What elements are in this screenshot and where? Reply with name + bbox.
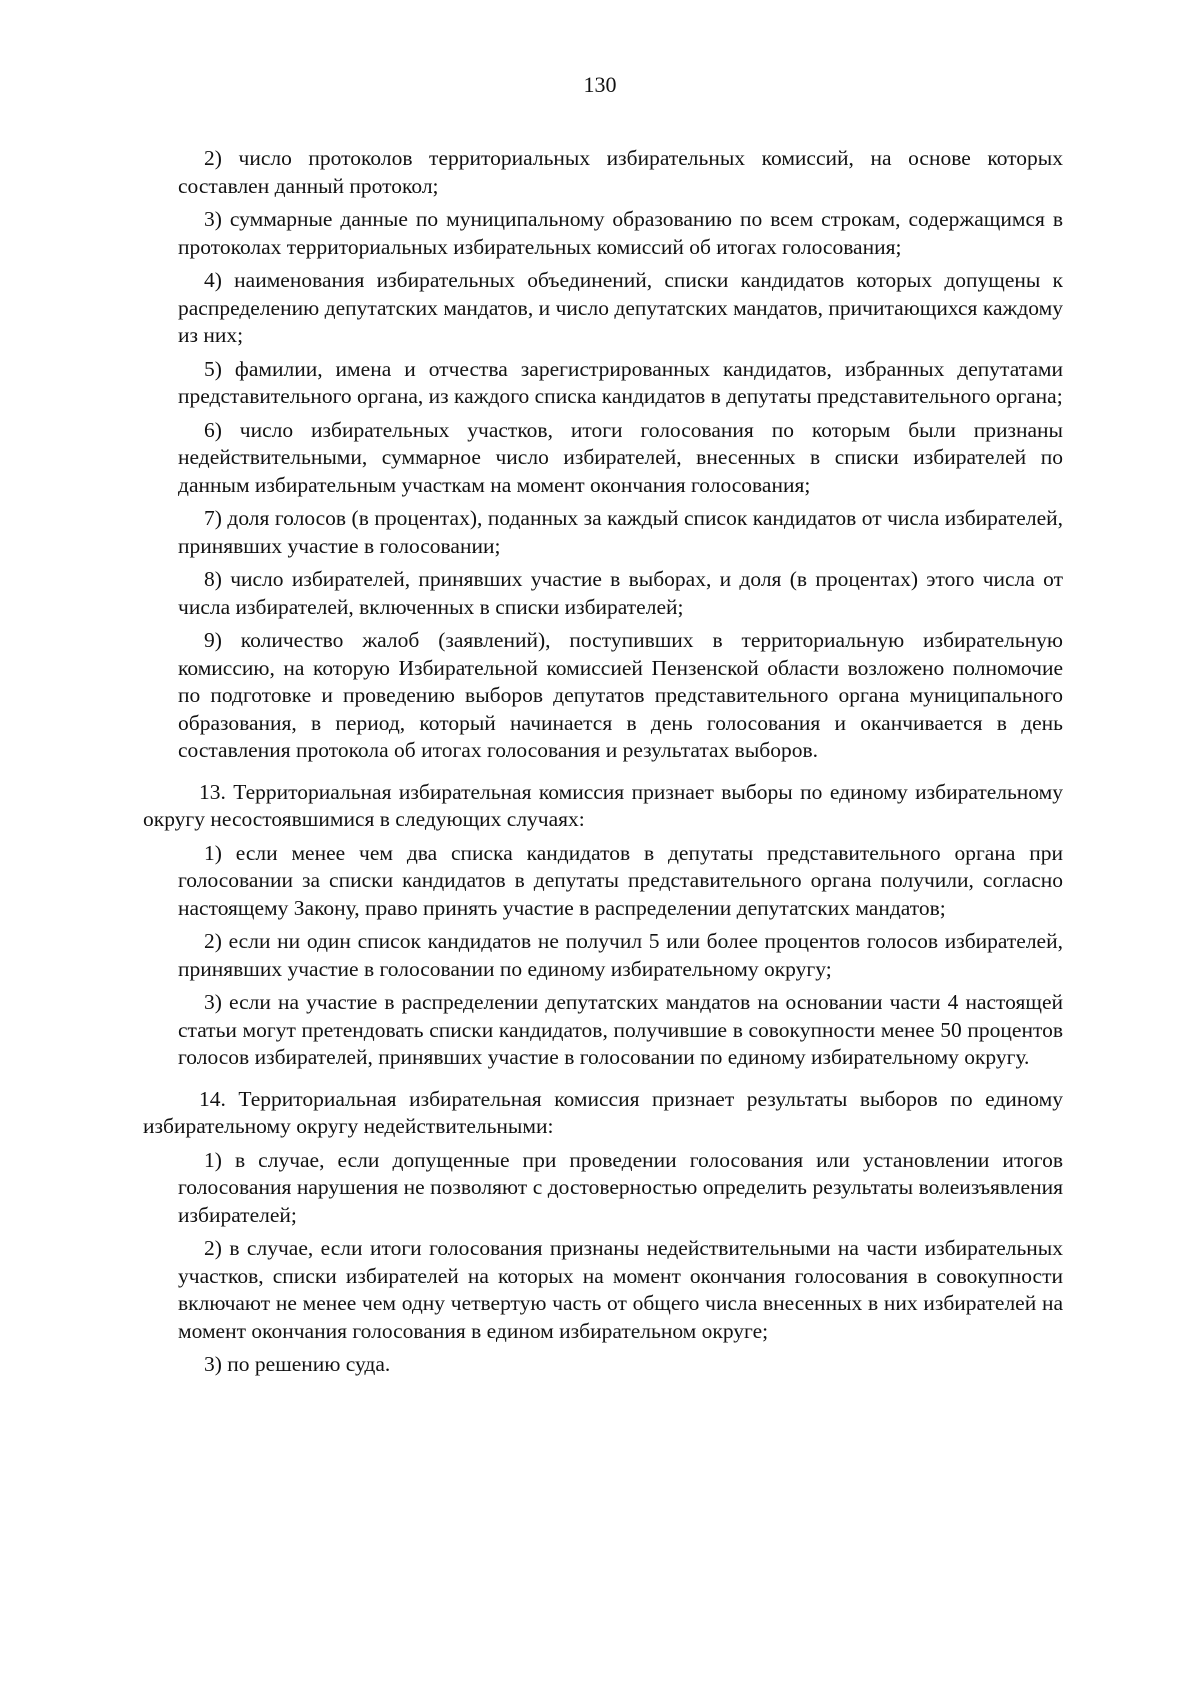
list-item: 8) число избирателей, принявших участие в выборах, и доля (в процентах) этого числа от числа избирателей, включенных в списки избирателей; [178, 567, 1063, 619]
list-item: 7) доля голосов (в процентах), поданных за каждый список кандидатов от числа избирателей, принявших участие в голосовании; [178, 506, 1063, 558]
list-item: 2) если ни один список кандидатов не получил 5 или более процентов голосов избирателей, принявших участие в голосовании по единому избирательному округу; [178, 929, 1063, 981]
list-item: 4) наименования избирательных объединений, списки кандидатов которых допущены к распределению депутатских мандатов, и число депутатских мандатов, причитающихся каждому из них; [178, 268, 1063, 347]
list-item: 6) число избирательных участков, итоги голосования по которым были признаны недействительными, суммарное число избирателей, внесенных в списки избирателей по данным избирательным участкам на момент окончания голосования; [178, 417, 1063, 497]
list-block-continued [143, 145, 1063, 765]
section-intro: 14. Территориальная избирательная комиссия признает результаты выборов по единому избирательному округу недействительными: [143, 1086, 1063, 1138]
section-14 [143, 1086, 1063, 1379]
section-intro: 13. Территориальная избирательная комиссия признает выборы по единому избирательному округу несостоявшимися в следующих случаях: [143, 779, 1063, 831]
list-item: 9) количество жалоб (заявлений), поступивших в территориальную избирательную комиссию, на которую Избирательной комиссией Пензенской области возложено полномочие по подготовке и проведению выборов депутатов представительного органа муниципального образования, в период, который начинается в день голосования и оканчивается в день составления протокола об итогах голосования и результатах выборов. [178, 628, 1063, 762]
list-item: 3) если на участие в распределении депутатских мандатов на основании части 4 настоящей статьи могут претендовать списки кандидатов, получившие в совокупности менее 50 процентов голосов избирателей, принявших участие в голосовании по единому избирательному округу. [178, 990, 1063, 1069]
list-item: 1) в случае, если допущенные при проведении голосования или установлении итогов голосования нарушения не позволяют с достоверностью определить результаты волеизъявления избирателей; [178, 1147, 1063, 1227]
list-item: 2) в случае, если итоги голосования признаны недействительными на части избирательных участков, списки избирателей на которых на момент окончания голосования в совокупности включают не менее чем одну четвертую часть от общего числа внесенных в них избирателей на момент окончания голосования в едином избирательном округе; [178, 1236, 1063, 1343]
list-item: 3) по решению суда. [204, 1352, 391, 1376]
page-number: 130 [583, 72, 617, 97]
list-item: 3) суммарные данные по муниципальному образованию по всем строкам, содержащимся в протоколах территориальных избирательных комиссий об итогах голосования; [178, 207, 1063, 259]
list-item: 2) число протоколов территориальных избирательных комиссий, на основе которых составлен данный протокол; [178, 146, 1063, 198]
section-13 [143, 779, 1063, 1072]
list-item: 5) фамилии, имена и отчества зарегистрированных кандидатов, избранных депутатами представительного органа, из каждого списка кандидатов в депутаты представительного органа; [178, 356, 1063, 408]
document-body [143, 145, 1063, 1385]
list-item: 1) если менее чем два списка кандидатов в депутаты представительного органа при голосовании за списки кандидатов в депутаты представительного органа получили, согласно настоящему Закону, право принять участие в распределении депутатских мандатов; [178, 840, 1063, 920]
